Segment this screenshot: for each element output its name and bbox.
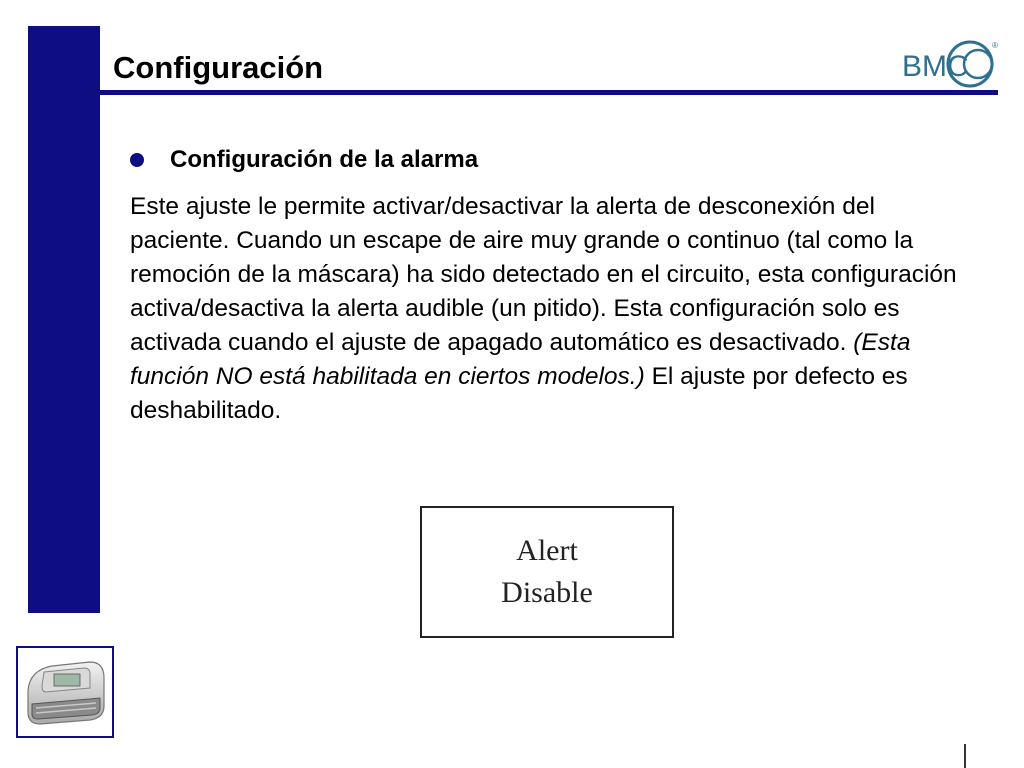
registered-mark: ® (992, 41, 998, 50)
bullet-item (130, 146, 478, 174)
corner-divider (964, 744, 966, 768)
lcd-line-2: Disable (501, 576, 593, 609)
paragraph-text-2: El ajuste por defecto es deshabilitado. (130, 363, 908, 424)
logo-text: BMC (902, 50, 969, 83)
paragraph-italic-note: (Esta función NO está habilitada en ciertos modelos.) (130, 329, 911, 390)
bullet-heading: Configuración de la alarma (170, 146, 479, 173)
left-accent-bar (28, 26, 100, 613)
lcd-display-screen (420, 506, 674, 638)
bmc-logo-icon (898, 36, 1002, 90)
description-paragraph (130, 190, 965, 428)
cpap-device-icon (18, 648, 112, 736)
lcd-line-1: Alert (516, 534, 578, 567)
device-thumbnail (16, 646, 114, 738)
slide-title: Configuración (113, 50, 324, 85)
title-underline (100, 90, 998, 95)
bullet-dot-icon (130, 153, 144, 167)
paragraph-text-1: Este ajuste le permite activar/desactivar la alerta de desconexión del paciente. Cuando un escape de aire muy grande o continuo (tal como la remoción de la máscara) ha sido detectado en el circuito, esta configuración activa/desactiva la alerta audible (un pitido). Esta configuración solo es activada cuando el ajuste de apagado automático es desactivado. (130, 193, 957, 356)
